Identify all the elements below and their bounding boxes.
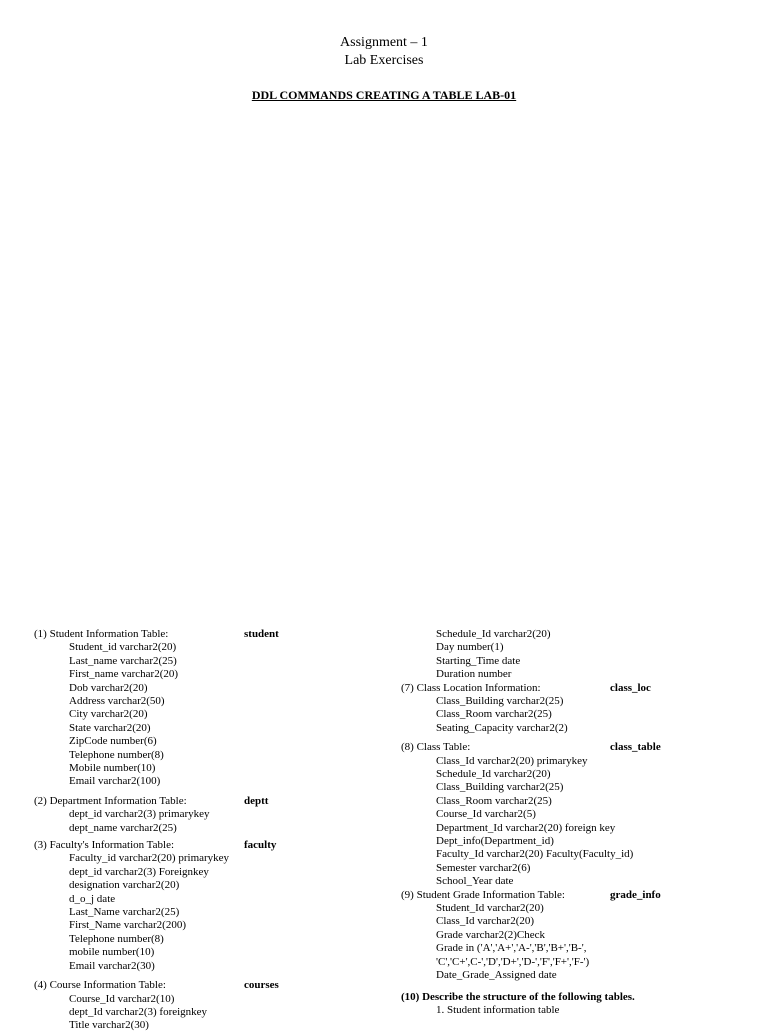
field-line: Telephone number(8) <box>69 748 164 761</box>
table-name: class_loc <box>610 681 651 694</box>
field-line: dept_name varchar2(25) <box>69 821 177 834</box>
field-line: Class_Room varchar2(25) <box>436 708 552 721</box>
assignment-title: Assignment – 1 <box>340 35 428 50</box>
left-column <box>34 628 374 1033</box>
field-line: Last_Name varchar2(25) <box>69 906 180 919</box>
table-spec-class-loc <box>401 682 761 736</box>
table-name: deptt <box>244 794 269 807</box>
table-name: grade_info <box>610 888 661 901</box>
field-line: Address varchar2(50) <box>69 695 165 708</box>
field-line: Student_id varchar2(20) <box>69 641 177 654</box>
table-label: (4) Course Information Table: <box>34 979 166 992</box>
table-label: (3) Faculty's Information Table: <box>34 839 175 852</box>
table-spec-continuation <box>401 628 761 682</box>
field-line: Course_Id varchar2(10) <box>69 992 175 1005</box>
field-line: Schedule_Id varchar2(20) <box>436 628 551 640</box>
section-heading: DDL COMMANDS CREATING A TABLE LAB-01 <box>251 88 517 102</box>
field-line: Dob varchar2(20) <box>69 681 148 694</box>
field-line: Schedule_Id varchar2(20) <box>436 768 551 781</box>
question-text: (10) Describe the structure of the following tables. <box>401 990 635 1003</box>
table-label: (8) Class Table: <box>401 741 471 754</box>
field-line: designation varchar2(20) <box>69 879 180 892</box>
field-line: Class_Room varchar2(25) <box>436 794 552 807</box>
table-spec-grade-info <box>401 889 761 983</box>
field-line: Student_Id varchar2(20) <box>436 902 544 915</box>
question-item: 1. Student information table <box>436 1003 560 1016</box>
table-label: (9) Student Grade Information Table: <box>401 888 565 901</box>
table-spec-courses <box>34 979 374 1033</box>
field-line: Date_Grade_Assigned date <box>436 969 557 982</box>
field-line: Telephone number(8) <box>69 932 164 945</box>
field-line: Course_Id varchar2(5) <box>436 808 536 821</box>
field-line: dept_id varchar2(3) Foreignkey <box>69 865 209 878</box>
field-line: School_Year date <box>436 875 514 888</box>
field-line: Day number(1) <box>436 641 504 654</box>
field-line: Class_Id varchar2(20) <box>436 915 535 928</box>
field-line: dept_Id varchar2(3) foreignkey <box>69 1005 208 1018</box>
table-name: faculty <box>244 839 277 852</box>
field-line: Mobile number(10) <box>69 762 156 775</box>
field-line: Semester varchar2(6) <box>436 861 531 874</box>
table-spec-class-table <box>401 741 761 888</box>
field-line: Seating_Capacity varchar2(2) <box>436 721 568 734</box>
field-line: First_Name varchar2(200) <box>69 919 186 932</box>
field-line: d_o_j date <box>69 892 116 905</box>
field-line: ZipCode number(6) <box>69 735 157 748</box>
table-label: (1) Student Information Table: <box>34 628 169 640</box>
field-line: Department_Id varchar2(20) foreign key <box>436 821 616 834</box>
field-line: Class_Id varchar2(20) primarykey <box>436 754 588 767</box>
table-spec-student <box>34 628 374 789</box>
field-line: mobile number(10) <box>69 946 155 959</box>
table-label: (7) Class Location Information: <box>401 681 541 694</box>
field-line: Class_Building varchar2(25) <box>436 695 564 708</box>
field-line: Email varchar2(30) <box>69 959 155 972</box>
field-line: 'C','C+',C-','D','D+','D-','F','F+','F-') <box>436 955 590 968</box>
field-line: Class_Building varchar2(25) <box>436 781 564 794</box>
field-line: Dept_info(Department_id) <box>436 835 554 848</box>
field-line: Starting_Time date <box>436 654 521 667</box>
field-line: Last_name varchar2(25) <box>69 654 177 667</box>
table-label: (2) Department Information Table: <box>34 794 187 807</box>
field-line: Title varchar2(30) <box>69 1019 149 1032</box>
field-line: First_name varchar2(20) <box>69 668 179 681</box>
table-spec-faculty <box>34 839 374 973</box>
field-line: Duration number <box>436 668 512 681</box>
field-line: City varchar2(20) <box>69 708 148 721</box>
table-name: student <box>244 628 279 640</box>
lab-exercises-title: Lab Exercises <box>344 53 424 68</box>
table-name: courses <box>244 979 279 992</box>
field-line: State varchar2(20) <box>69 721 151 734</box>
question-10 <box>401 991 761 1018</box>
table-name: class_table <box>610 741 661 754</box>
field-line: Grade varchar2(2)Check <box>436 928 546 941</box>
field-line: dept_id varchar2(3) primarykey <box>69 808 210 821</box>
right-column <box>401 628 761 1017</box>
field-line: Faculty_id varchar2(20) primarykey <box>69 852 230 865</box>
field-line: Grade in ('A','A+','A-','B','B+','B-', <box>436 942 587 955</box>
table-spec-deptt <box>34 795 374 835</box>
field-line: Faculty_Id varchar2(20) Faculty(Faculty_id) <box>436 848 634 861</box>
field-line: Email varchar2(100) <box>69 775 161 788</box>
